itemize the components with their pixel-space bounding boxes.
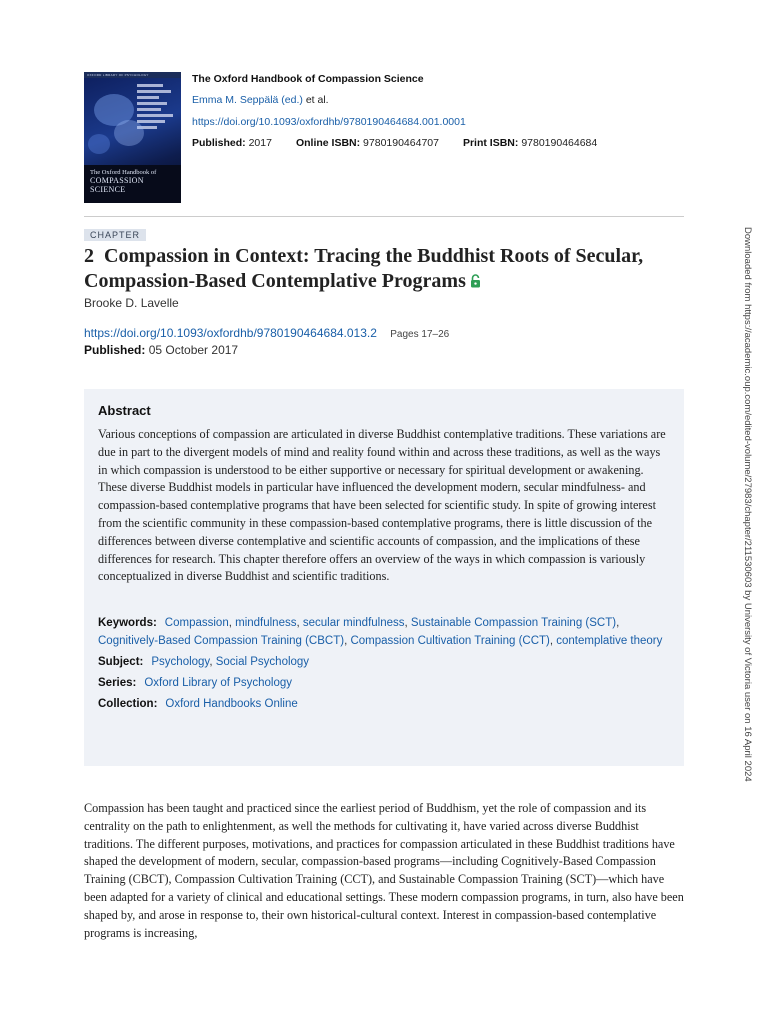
keyword-link[interactable]: contemplative theory xyxy=(556,635,663,648)
chapter-title-text: Compassion in Context: Tracing the Buddhist Roots of Secular, Compassion-Based Contemplative Programs xyxy=(84,245,644,292)
chapter-doi-link[interactable]: https://doi.org/10.1093/oxfordhb/9780190464684.013.2 xyxy=(84,326,377,340)
book-published xyxy=(192,136,272,152)
series-row xyxy=(98,674,670,692)
body-paragraph: Compassion has been taught and practiced since the earliest period of Buddhism, yet the role of compassion and its centrality on the path to enlightenment, as well the methods for cultivating it, have varied across diverse Buddhist traditions. The different purposes, motivations, and practices for compassion articulated in these Buddhist traditions have shaped the development of modern, secular, compassion-based programs—including Cognitively-Based Compassion Training (CBCT), Compassion Cultivation Training (CCT), and Sustainable Compassion Training (SCT)—which have been adapted for a variety of clinical and educational settings. These modern compassion programs, in turn, also have been shaped by, and arose in response to, their own historical-cultural context. Interest in compassion-based contemplative programs is increasing, xyxy=(84,801,684,940)
cover-series-text: OXFORD LIBRARY OF PSYCHOLOGY xyxy=(87,73,149,77)
chapter-doi-line xyxy=(84,326,449,340)
cover-title xyxy=(90,170,178,194)
chapter-published xyxy=(84,343,238,357)
series-link[interactable]: Oxford Library of Psychology xyxy=(144,677,293,690)
keyword-link[interactable]: Cognitively-Based Compassion Training (CBCT) xyxy=(98,635,345,648)
book-title[interactable]: The Oxford Handbook of Compassion Science xyxy=(192,73,424,85)
subject-link[interactable]: Psychology xyxy=(151,656,210,669)
editor-link[interactable]: Emma M. Seppälä (ed.) xyxy=(192,93,303,106)
cover-art xyxy=(88,134,110,154)
abstract-section xyxy=(84,389,684,766)
subject-link[interactable]: Social Psychology xyxy=(215,656,310,669)
book-published-value: 2017 xyxy=(248,137,272,150)
keyword-link[interactable]: Compassion xyxy=(164,617,229,630)
book-print-isbn xyxy=(463,136,597,152)
cover-editor-names xyxy=(137,84,177,132)
keywords-label: Keywords: xyxy=(98,617,157,630)
editors-suffix: et al. xyxy=(305,93,329,106)
book-published-label: Published: xyxy=(192,137,246,150)
abstract-text: Various conceptions of compassion are articulated in diverse Buddhist contemplative traditions. These variations are due in part to the divergent models of mind and reality found within and across these traditions, as well as the ways in which compassion is understood to be either supportive or necessary for spiritual development or awakening. These diverse Buddhist models in particular have influenced the development modern, secular mindfulness- and compassion-based contemplative programs that have been selected for scientific study. In spite of growing interest from the scientific community in these compassion-based contemplative programs, there is little discussion of the differences between diverse contemplative and scientific accounts of compassion, and the implications of these differences for research. This chapter therefore offers an overview of the ways in which compassion is variously conceptualized in diverse Buddhist and scientific traditions. xyxy=(98,427,666,584)
keyword-link[interactable]: mindfulness xyxy=(235,617,297,630)
print-isbn-label: Print ISBN: xyxy=(462,137,519,150)
print-isbn-value: 9780190464684 xyxy=(521,137,598,150)
open-access-lock-icon xyxy=(470,270,481,295)
abstract-metadata xyxy=(98,614,670,713)
book-cover-image[interactable] xyxy=(84,72,181,203)
book-online-isbn xyxy=(296,136,439,152)
chapter-published-value: 05 October 2017 xyxy=(148,343,239,357)
abstract-heading: Abstract xyxy=(98,403,151,418)
keyword-link[interactable]: Compassion Cultivation Training (CCT) xyxy=(350,635,550,648)
chapter-badge: CHAPTER xyxy=(84,229,146,241)
keywords-row: Keywords: Compassion, mindfulness, secular mindfulness, Sustainable Compassion Training (SCT), Cognitively-Based Compassion Training (CBCT), Compassion Cultivation Training (CCT), contemplative theory xyxy=(98,617,663,648)
header-divider xyxy=(84,216,684,217)
cover-title-line3: SCIENCE xyxy=(90,184,126,194)
cover-title-line1: The Oxford Handbook of xyxy=(90,169,157,177)
series-label: Series: xyxy=(98,677,137,690)
download-stamp: Downloaded from https://academic.oup.com/edited-volume/27983/chapter/211530603 by University of Victoria user on 16 April 2024 xyxy=(742,227,753,782)
subject-label: Subject: xyxy=(98,656,144,669)
chapter-pages: Pages 17–26 xyxy=(390,329,450,340)
chapter-number: 2 xyxy=(84,245,94,267)
book-facts xyxy=(192,136,682,152)
subject-row: Subject: Psychology, Social Psychology xyxy=(98,656,310,669)
book-metadata xyxy=(192,72,682,152)
cover-title-line2: COMPASSION xyxy=(90,176,144,186)
chapter-published-label: Published: xyxy=(84,343,146,357)
book-editors xyxy=(192,93,682,109)
chapter-author[interactable]: Brooke D. Lavelle xyxy=(84,296,179,310)
online-isbn-value: 9780190464707 xyxy=(363,137,439,150)
cover-art xyxy=(114,120,144,146)
collection-link[interactable]: Oxford Handbooks Online xyxy=(165,698,298,711)
chapter-title xyxy=(84,244,684,295)
keyword-link[interactable]: secular mindfulness xyxy=(302,617,405,630)
collection-row xyxy=(98,695,670,713)
book-doi-link[interactable]: https://doi.org/10.1093/oxfordhb/9780190464684.001.0001 xyxy=(192,115,466,128)
keyword-link[interactable]: Sustainable Compassion Training (SCT) xyxy=(410,617,617,630)
collection-label: Collection: xyxy=(98,698,158,711)
online-isbn-label: Online ISBN: xyxy=(295,137,361,150)
